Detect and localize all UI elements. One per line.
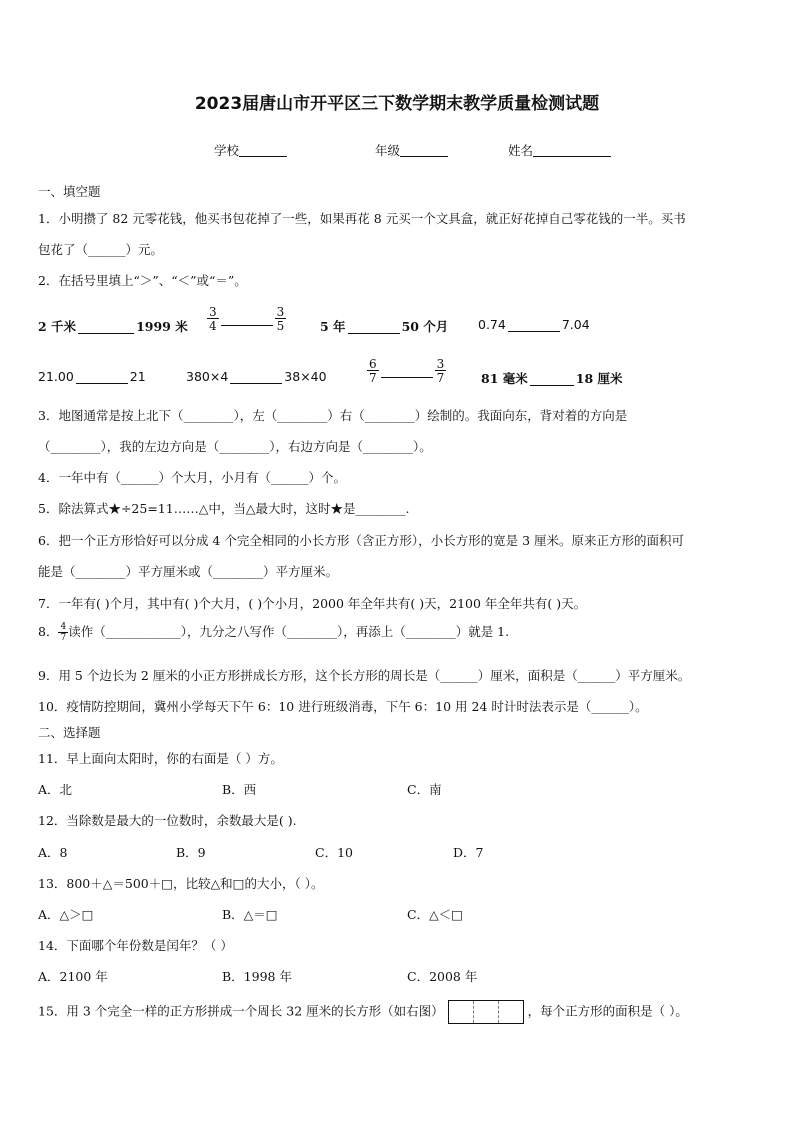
q2-r1-a-right: 1999 米 — [136, 319, 188, 334]
name-label: 姓名 — [508, 143, 534, 158]
q2-r1-d-right: 7.04 — [561, 317, 590, 332]
q2-r2-c-left-fraction: $\frac{6}{7}$ — [369, 357, 377, 385]
q2-r1-b-blank[interactable] — [221, 313, 273, 326]
q2-r2-b-left: 380×4 — [186, 369, 229, 384]
q2-r2-b-right: 38×40 — [284, 369, 327, 384]
school-blank[interactable] — [239, 144, 287, 157]
q8-fraction: $\frac{4}{7}$ — [60, 621, 67, 643]
q2-r2-a-left: 21.00 — [38, 369, 74, 384]
q2-r1-d — [478, 317, 590, 332]
q2-r1-d-left: 0.74 — [478, 317, 506, 332]
q12-option-d[interactable]: D．7 — [453, 845, 484, 860]
q2-r1-c-right: 50 个月 — [401, 319, 449, 334]
q11-text: 11．早上面向太阳时，你的右面是（ ）方。 — [38, 751, 283, 766]
q2-r1-b-right-fraction: $\frac{3}{5}$ — [276, 305, 285, 333]
name-blank[interactable] — [533, 144, 611, 157]
q4-text: 4．一年中有（______）个大月，小月有（______）个。 — [38, 470, 346, 485]
q8-text — [38, 622, 509, 643]
q2-r2-a — [38, 369, 146, 384]
q2-r2-d-left: 81 毫米 — [481, 371, 528, 386]
q15-after: ，每个正方形的面积是（ ）。 — [527, 1003, 688, 1019]
q2-r1-a — [38, 317, 188, 335]
q14-option-b[interactable]: B．1998 年 — [222, 969, 292, 984]
q2-r2-c-blank[interactable] — [381, 365, 433, 378]
q12-option-b[interactable]: B．9 — [176, 845, 206, 860]
q11-option-a[interactable]: A．北 — [38, 782, 73, 797]
name-field — [508, 141, 611, 159]
q12-option-a[interactable]: A．8 — [38, 845, 68, 860]
q2-r1-d-blank[interactable] — [508, 319, 560, 332]
q11-option-b[interactable]: B．西 — [222, 782, 257, 797]
grade-blank[interactable] — [400, 144, 448, 157]
q2-r2-d-blank[interactable] — [530, 373, 574, 386]
q2-r1-c-left: 5 年 — [320, 319, 346, 334]
q1-line2: 包花了（______）元。 — [38, 242, 164, 257]
q2-r2-c-right-fraction: $\frac{3}{7}$ — [436, 357, 445, 385]
q3-line2: （________），我的左边方向是（________），右边方向是（________）。 — [38, 439, 432, 454]
grade-label: 年级 — [375, 143, 401, 158]
q2-r1-a-left: 2 千米 — [38, 319, 77, 334]
q12-text: 12．当除数是最大的一位数时，余数最大是( ). — [38, 813, 297, 828]
q15-before: 15．用 3 个完全一样的正方形拼成一个周长 32 厘米的长方形（如右图） — [38, 1003, 444, 1019]
q13-text: 13．800＋△＝500＋□，比较△和□的大小，（ ）。 — [38, 876, 324, 891]
q13-option-a[interactable]: A．△＞□ — [38, 907, 94, 922]
grade-field — [375, 141, 448, 159]
q13-option-b[interactable]: B．△＝□ — [222, 907, 278, 922]
q2-r1-c-blank[interactable] — [348, 321, 400, 334]
q8-prefix: 8． — [38, 624, 59, 639]
three-squares-rectangle-figure — [448, 1000, 524, 1024]
q2-r2-d-right: 18 厘米 — [575, 371, 623, 386]
q2-r1-c — [320, 317, 448, 335]
q1-line1: 1．小明攒了 82 元零花钱，他买书包花掉了一些，如果再花 8 元买一个文具盒，就正好花掉自己零花钱的一半。买书 — [38, 211, 686, 226]
q15-text — [38, 1000, 688, 1024]
q2-r2-a-right: 21 — [129, 369, 146, 384]
q14-option-a[interactable]: A．2100 年 — [38, 969, 108, 984]
q6-line1: 6．把一个正方形恰好可以分成 4 个完全相同的小长方形（含正方形），小长方形的宽是 3 厘米。原来正方形的面积可 — [38, 533, 685, 548]
school-label: 学校 — [214, 143, 240, 158]
q2-r2-a-blank[interactable] — [76, 371, 128, 384]
section-fill-in: 一、填空题 — [38, 184, 101, 199]
q14-option-c[interactable]: C．2008 年 — [407, 969, 478, 984]
q6-line2: 能是（________）平方厘米或（________）平方厘米。 — [38, 564, 339, 579]
q7-text: 7．一年有( )个月，其中有( )个大月，( )个小月，2000 年全年共有( )天，2100 年全年共有( )天。 — [38, 596, 587, 611]
q10-text: 10．疫情防控期间，冀州小学每天下午 6：10 进行班级消毒，下午 6：10 用 24 时计时法表示是（______）。 — [38, 699, 648, 714]
q8-rest: 读作（____________），九分之八写作（________），再添上（________）就是 1. — [68, 624, 510, 639]
q13-option-c[interactable]: C．△＜□ — [407, 907, 463, 922]
q5-text: 5．除法算式★÷25=11……△中，当△最大时，这时★是________. — [38, 501, 410, 516]
q2-r2-d — [481, 369, 623, 387]
q14-text: 14．下面哪个年份数是闰年？（ ） — [38, 938, 233, 953]
q2-r1-b — [207, 306, 286, 332]
page-title: 2023届唐山市开平区三下数学期末教学质量检测试题 — [194, 94, 600, 114]
section-multiple-choice: 二、选择题 — [38, 725, 101, 740]
q2-text: 2．在括号里填上“＞”、“＜”或“＝”。 — [38, 273, 247, 288]
school-field — [214, 141, 287, 159]
q2-r1-a-blank[interactable] — [78, 321, 134, 334]
q3-line1: 3．地图通常是按上北下（________），左（________）右（________）绘制的。我面向东，背对着的方向是 — [38, 408, 628, 423]
q2-r2-c — [367, 358, 446, 384]
q2-r2-b-blank[interactable] — [230, 371, 282, 384]
q12-option-c[interactable]: C．10 — [315, 845, 353, 860]
q2-r1-b-left-fraction: $\frac{3}{4}$ — [209, 305, 217, 333]
q2-r2-b — [186, 369, 327, 384]
q11-option-c[interactable]: C．南 — [407, 782, 442, 797]
q9-text: 9．用 5 个边长为 2 厘米的小正方形拼成长方形，这个长方形的周长是（______）厘米，面积是（______）平方厘米。 — [38, 668, 691, 683]
